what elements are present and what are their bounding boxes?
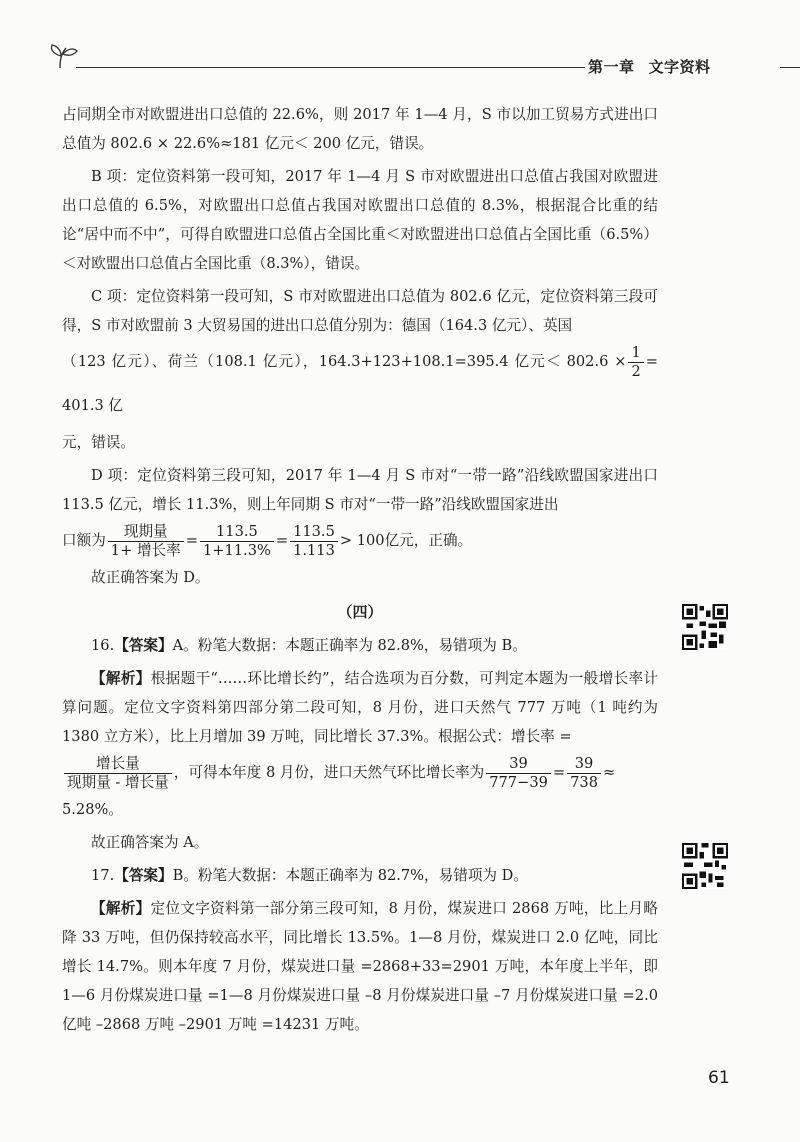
q17-analysis [62, 894, 658, 1039]
question-number: 16. [91, 637, 115, 654]
fraction [64, 755, 172, 792]
fraction-denominator: 2 [631, 362, 641, 380]
paragraph-option-d: D 项：定位资料第三段可知，2017 年 1—4 月 S 市对“一带一路”沿线欧盟国家进出口 113.5 亿元，增长 11.3%，则上年同期 S 市对“一带一路”沿线欧盟国家进出 [62, 467, 658, 513]
fraction [567, 755, 601, 792]
chapter-title [588, 56, 711, 77]
fraction-half [628, 344, 643, 381]
section-title: （四） [337, 603, 383, 621]
paragraph-option-b: B 项：定位资料第一段可知，2017 年 1—4 月 S 市对欧盟进出口总值占我国对欧盟进出口总值的 6.5%，对欧盟出口总值占我国对欧盟出口总值的 8.3%，根据混合比重的结论“居中而不中”，可得自欧盟进口总值占全国比重＜对欧盟进出口总值占全国比重（6.5%）＜对欧盟出口总值占全国比重（8.3%），错误。 [62, 168, 658, 272]
paragraph: 占同期全市对欧盟进出口总值的 22.6%，则 2017 年 1—4 月，S 市以加工贸易方式进出口总值为 802.6 × 22.6%≈181 亿元＜ 200 亿元，错误。 [62, 106, 658, 152]
fraction-denominator: 777−39 [489, 773, 548, 791]
fraction-numerator: 1 [628, 344, 643, 363]
fraction-numerator: 113.5 [290, 523, 338, 542]
fraction-denominator: 现期量 - 增长量 [67, 773, 169, 791]
analysis-text: 根据题干“……环比增长约”，结合选项为百分数，可判定本题为一般增长率计算问题。定位文字资料第四部分第二段可知，8 月份，进口天然气 777 万吨（1 吨约为 1380 立方米），比上月增加 39 万吨，同比增长 37.3%。根据公式：增长率 = [62, 670, 658, 745]
formula-line-c [62, 340, 658, 428]
fraction-numerator: 现期量 [108, 523, 184, 542]
fraction [486, 755, 551, 792]
conclusion: 故正确答案为 A。 [91, 834, 209, 851]
text-span: 口额为 [62, 532, 106, 549]
q16-answer [62, 631, 658, 660]
conclusion: 故正确答案为 D。 [91, 569, 210, 586]
qr-code-icon [682, 843, 728, 889]
answer-label: 【答案】 [114, 637, 173, 654]
section-label: 文字资料 [648, 58, 711, 76]
fraction-denominator: 1+11.3% [202, 541, 271, 559]
text-span: （123 亿元）、荷兰（108.1 亿元），164.3+123+108.1=395.4 亿元＜ 802.6 × [62, 353, 627, 370]
answer-text: A。粉笔大数据：本题正确率为 82.8%，易错项为 B。 [172, 637, 527, 654]
analysis-text: ，可得本年度 8 月份，进口天然气环比增长率为 [173, 764, 485, 781]
header-rule-left [76, 67, 585, 68]
fraction-numerator: 39 [486, 755, 551, 774]
page-header [40, 40, 800, 80]
analysis-result: 5.28%。 [62, 801, 123, 818]
q16-analysis [62, 664, 658, 751]
text-span: > 100亿元，正确。 [339, 532, 473, 549]
qr-code-icon [682, 604, 728, 650]
fraction [108, 523, 184, 560]
chapter-label: 第一章 [588, 58, 635, 76]
fraction-numerator: 39 [567, 755, 601, 774]
paragraph: 元，错误。 [62, 434, 135, 451]
formula-line-d: 口额为 $\frac{\text{现期量}}{\text{1+ 增长率}}$ = $\frac{113.5}{1+11.3\%}$ = $\frac{113.5}{1.113}$ > 100亿元，正确。 [62, 522, 473, 559]
fraction [200, 523, 274, 560]
leaf-logo-icon [46, 42, 80, 72]
analysis-text: 定位文字资料第一部分第三段可知，8 月份，煤炭进口 2868 万吨，比上月略降 33 万吨，但仍保持较高水平，同比增长 13.5%。1—8 月份，煤炭进口 2.0 亿吨，同比增长 14.7%。则本年度 7 月份，煤炭进口量 =2868+33=2901 万吨，本年度上半年，即 1—6 月份煤炭进口量 =1—8 月份煤炭进口量 –8 月份煤炭进口量 –7 月份煤炭进口量 =2.0 亿吨 –2868 万吨 –2901 万吨 =14231 万吨。 [62, 900, 658, 1033]
page-body [62, 100, 658, 1039]
fraction-numerator: 113.5 [200, 523, 274, 542]
answer-label: 【答案】 [114, 867, 173, 884]
fraction-denominator: 1+ 增长率 [110, 541, 181, 559]
q17-answer [62, 861, 658, 890]
fraction-denominator: 1.113 [293, 541, 335, 559]
page-number: 61 [708, 1068, 730, 1088]
paragraph-option-c: C 项：定位资料第一段可知，S 市对欧盟进出口总值为 802.6 亿元，定位资料第三段可得，S 市对欧盟前 3 大贸易国的进出口总值分别为：德国（164.3 亿元）、英国 [62, 288, 658, 334]
analysis-label: 【解析】 [91, 900, 151, 917]
question-number: 17. [91, 867, 115, 884]
text-span: = 401.3 亿 [62, 353, 658, 414]
answer-text: B。粉笔大数据：本题正确率为 82.7%，易错项为 D。 [172, 867, 528, 884]
fraction-numerator: 增长量 [64, 755, 172, 774]
header-rule-right [780, 67, 800, 68]
formula-line-q16: $\frac{\text{增长量}}{\text{现期量 - 增长量}}$ ，可得本年度 8 月份，进口天然气环比增长率为 $\frac{39}{777-39}$ = $\frac{39}{738}$ ≈ [62, 751, 658, 795]
fraction-denominator: 738 [570, 773, 598, 791]
analysis-label: 【解析】 [91, 670, 151, 687]
fraction [290, 523, 338, 560]
